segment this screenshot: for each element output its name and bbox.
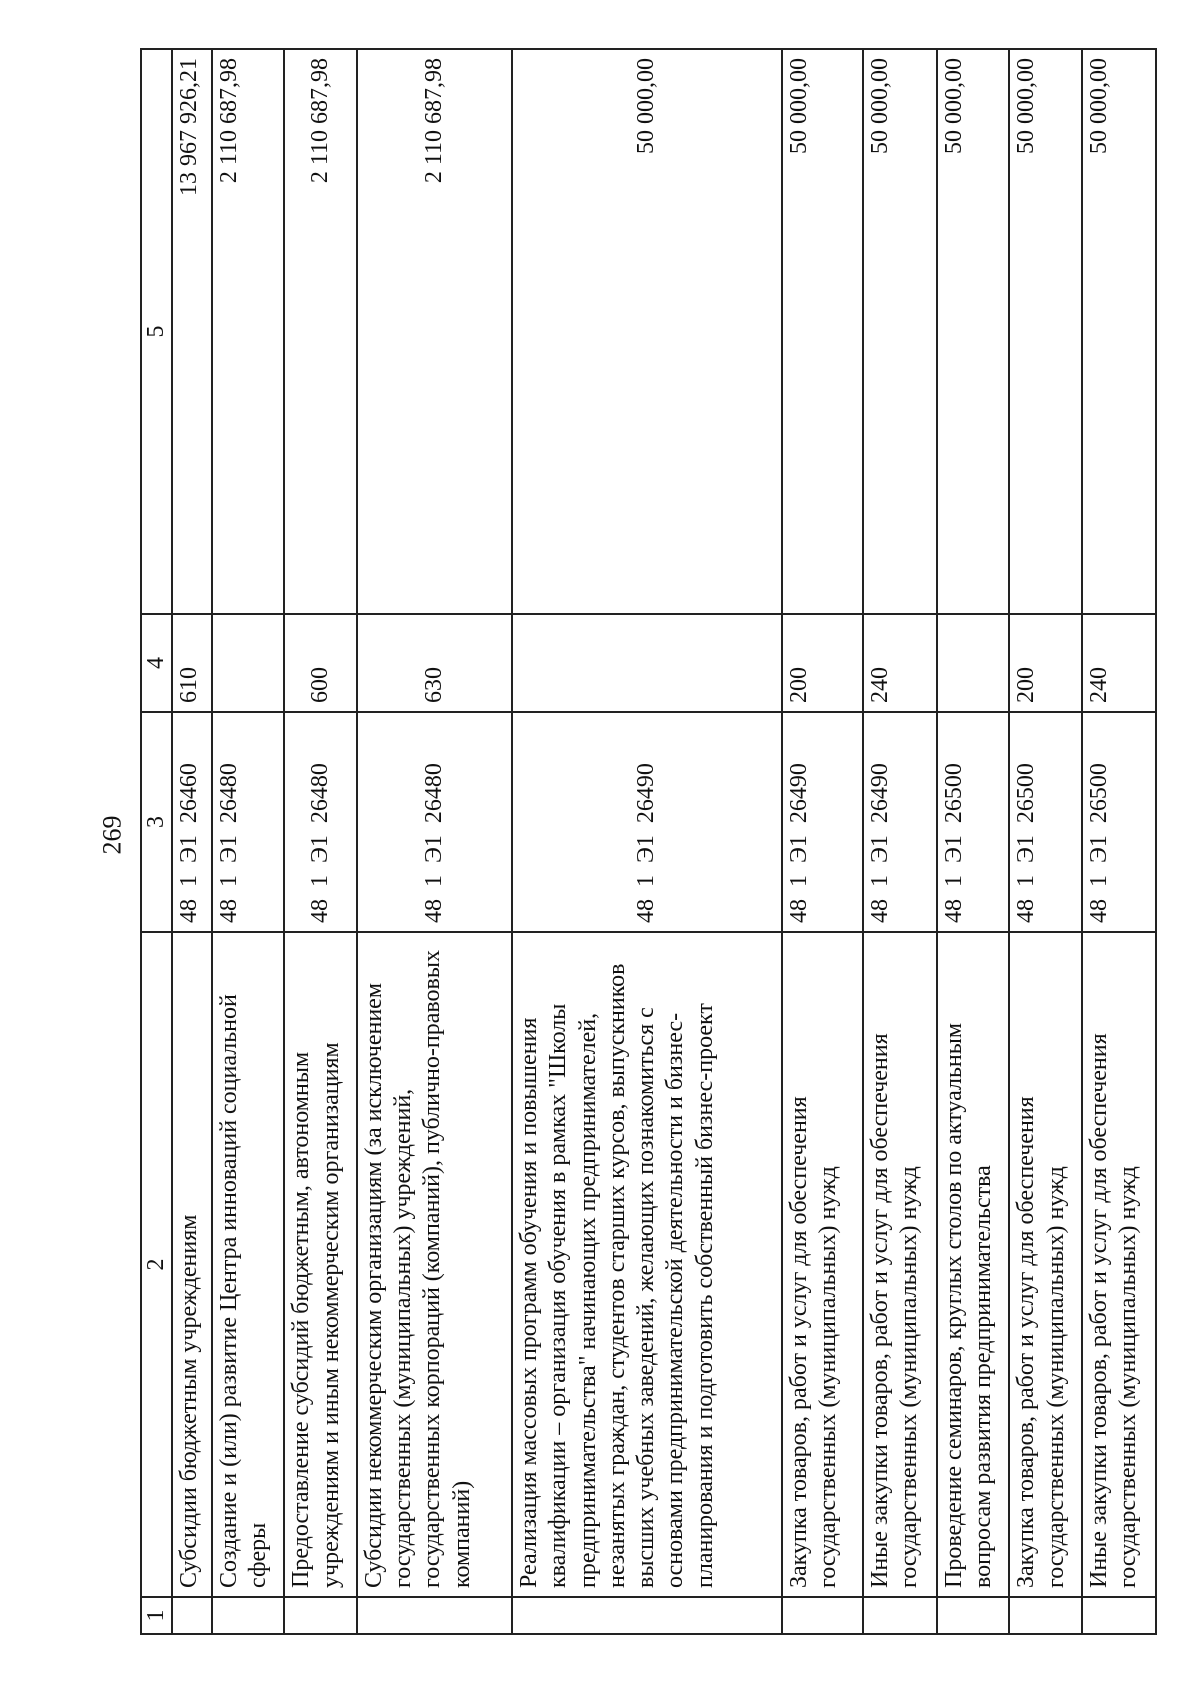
table-row: [1009, 49, 1082, 1634]
table-row: [937, 49, 1010, 1634]
amount-cell: 50 000,00: [1082, 49, 1156, 614]
amount-cell: 50 000,00: [512, 49, 782, 614]
header-row: [141, 49, 172, 1634]
budget-code-cell: 48 1 Э1 26490: [863, 712, 937, 932]
table-row: [512, 49, 782, 1634]
table-row: [212, 49, 285, 1634]
amount-cell: 50 000,00: [863, 49, 937, 614]
row-number-cell: [937, 1597, 1010, 1634]
page-number: 269: [97, 815, 127, 855]
header-col-5: 5: [141, 49, 172, 614]
budget-code-cell: 48 1 Э1 26480: [357, 712, 512, 932]
expense-name-cell: Иные закупки товаров, работ и услуг для обеспечения государственных (муниципальных) нужд: [1082, 932, 1156, 1597]
amount-cell: 2 110 687,98: [357, 49, 512, 614]
header-col-4: 4: [141, 614, 172, 712]
budget-code-cell: 48 1 Э1 26490: [512, 712, 782, 932]
table-row: [782, 49, 863, 1634]
expense-name-cell: Реализация массовых программ обучения и повышения квалификации – организация обучения в рамках "Школы предпринимательства" начинающих предпринимателей, незанятых граждан, студентов старших курсов, выпускников высших учебных заведений, желающих познакомиться с основами предпринимательской деятельности и бизнес-планирования и подготовить собственный бизнес-проект: [512, 932, 782, 1597]
amount-cell: 50 000,00: [782, 49, 863, 614]
row-number-cell: [212, 1597, 285, 1634]
expense-type-cell: 600: [284, 614, 357, 712]
table-row: [863, 49, 937, 1634]
expense-type-cell: 240: [1082, 614, 1156, 712]
expense-name-cell: Субсидии некоммерческим организациям (за исключением государственных (муниципальных) учреждений, государственных корпораций (компаний), публично-правовых компаний): [357, 932, 512, 1597]
amount-cell: 50 000,00: [1009, 49, 1082, 614]
amount-cell: 13 967 926,21: [172, 49, 212, 614]
expense-type-cell: 630: [357, 614, 512, 712]
table-row: [172, 49, 212, 1634]
expense-name-cell: Иные закупки товаров, работ и услуг для обеспечения государственных (муниципальных) нужд: [863, 932, 937, 1597]
budget-code-cell: 48 1 Э1 26480: [284, 712, 357, 932]
table-row: [1082, 49, 1156, 1634]
table-row: [284, 49, 357, 1634]
expense-type-cell: 200: [1009, 614, 1082, 712]
table-row: [357, 49, 512, 1634]
expense-type-cell: [937, 614, 1010, 712]
expense-name-cell: Субсидии бюджетным учреждениям: [172, 932, 212, 1597]
budget-code-cell: 48 1 Э1 26500: [1082, 712, 1156, 932]
expense-name-cell: Проведение семинаров, круглых столов по актуальным вопросам развития предпринимательства: [937, 932, 1010, 1597]
header-col-2: 2: [141, 932, 172, 1597]
expense-name-cell: Предоставление субсидий бюджетным, автономным учреждениям и иным некоммерческим организациям: [284, 932, 357, 1597]
expense-name-cell: Закупка товаров, работ и услуг для обеспечения государственных (муниципальных) нужд: [782, 932, 863, 1597]
budget-code-cell: 48 1 Э1 26500: [1009, 712, 1082, 932]
budget-code-cell: 48 1 Э1 26480: [212, 712, 285, 932]
budget-table: [140, 48, 1157, 1635]
row-number-cell: [357, 1597, 512, 1634]
budget-code-cell: 48 1 Э1 26500: [937, 712, 1010, 932]
budget-code-cell: 48 1 Э1 26460: [172, 712, 212, 932]
row-number-cell: [172, 1597, 212, 1634]
row-number-cell: [863, 1597, 937, 1634]
expense-type-cell: [512, 614, 782, 712]
amount-cell: 2 110 687,98: [212, 49, 285, 614]
expense-type-cell: [212, 614, 285, 712]
expense-type-cell: 240: [863, 614, 937, 712]
amount-cell: 50 000,00: [937, 49, 1010, 614]
expense-name-cell: Создание и (или) развитие Центра инноваций социальной сферы: [212, 932, 285, 1597]
amount-cell: 2 110 687,98: [284, 49, 357, 614]
expense-name-cell: Закупка товаров, работ и услуг для обеспечения государственных (муниципальных) нужд: [1009, 932, 1082, 1597]
row-number-cell: [782, 1597, 863, 1634]
budget-code-cell: 48 1 Э1 26490: [782, 712, 863, 932]
row-number-cell: [284, 1597, 357, 1634]
row-number-cell: [1082, 1597, 1156, 1634]
rotated-budget-table-sheet: [140, 50, 1157, 1635]
header-col-3: 3: [141, 712, 172, 932]
header-col-1: 1: [141, 1597, 172, 1634]
row-number-cell: [512, 1597, 782, 1634]
row-number-cell: [1009, 1597, 1082, 1634]
expense-type-cell: 610: [172, 614, 212, 712]
expense-type-cell: 200: [782, 614, 863, 712]
